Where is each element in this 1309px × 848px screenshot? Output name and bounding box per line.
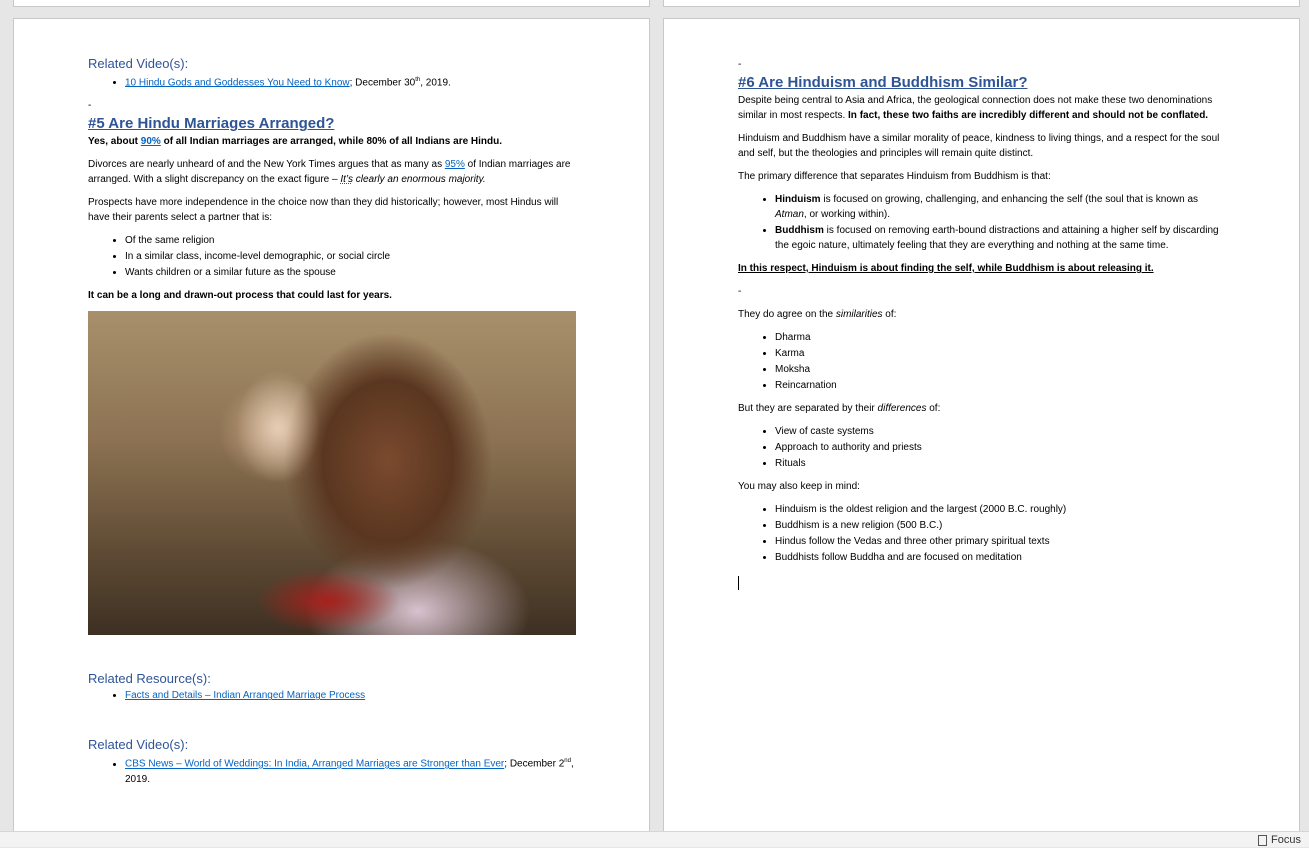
related-videos-heading: Related Video(s): [88,737,189,753]
difference-list [738,192,1228,253]
list-item: • Approach to authority and priests [775,440,1228,455]
related-videos-heading: Related Video(s): [88,56,189,71]
list-item: • Wants children or a similar future as the spouse [125,265,578,280]
text: of all Indian marriages are arranged, while 80% of all Indians are Hindu. [160,136,503,148]
document-page-right[interactable] [664,19,1299,831]
list-item [125,688,578,703]
text-italic: differences [877,403,927,414]
video-date-sup: nd [564,758,571,765]
text-italic-its: It’s [340,174,353,186]
focus-mode-icon [1258,835,1267,846]
paragraph-primary-difference: The primary difference that separates Hinduism from Buddhism is that: [738,171,1051,182]
list-item: • Dharma [775,330,1228,345]
list-item: • Moksha [775,362,1228,377]
wedding-photo[interactable] [88,311,576,635]
focus-label: Focus [1271,834,1301,846]
section-heading-6: #6 Are Hinduism and Buddhism Similar? [738,74,1028,91]
dash-separator: - [88,100,92,112]
paragraph-similarities-intro [738,307,1228,322]
text: They do agree on the [738,309,836,320]
section-heading-5: #5 Are Hindu Marriages Arranged? [88,115,335,133]
video-date-sup: th [415,77,421,83]
list-item: • Reincarnation [775,378,1228,393]
related-videos-list [88,73,578,90]
related-resources-list [88,688,578,703]
paragraph-morality: Hinduism and Buddhism have a similar morality of peace, kindness to living things, and a respect for the soul and self, but the theologies and principles will remain quite distinct. [738,133,1220,159]
stat-link-95[interactable]: 95% [444,159,465,171]
list-item: • Of the same religion [125,233,578,248]
video-date-year: , 2019. [420,77,451,89]
text-bold: In fact, these two faiths are incredibly different and should not be conflated. [848,110,1209,121]
text-bold: Buddhism [775,225,824,236]
paragraph-divorces [88,157,578,187]
text: of: [882,309,897,320]
paragraph-differences-intro [738,401,1228,416]
video-date: ; December 30 [349,77,416,89]
list-item [125,73,578,90]
status-bar [0,831,1309,847]
text: is focused on growing, challenging, and enhancing the self (the soul that is known as [820,194,1199,205]
text: But they are separated by their [738,403,878,414]
page-left-content[interactable] [88,55,578,795]
text-bold: Hinduism [775,194,821,205]
list-item [125,754,578,786]
list-item: • Buddhism is a new religion (500 B.C.) [775,518,1228,533]
list-item: • Hindus follow the Vedas and three other primary spiritual texts [775,534,1228,549]
page-right-content[interactable] [738,57,1228,595]
text: is focused on removing earth-bound distractions and attaining a higher self by discarding the egoic nature, ultimately feeling that they are everything and nothing at the same time. [775,225,1219,251]
text: , or working within). [803,209,891,220]
resource-link[interactable]: Facts and Details – Indian Arranged Marriage Process [125,690,366,702]
list-item: • Buddhists follow Buddha and are focused on meditation [775,550,1228,565]
list-item: • View of caste systems [775,424,1228,439]
differences-list [738,424,1228,471]
list-item: • In a similar class, income-level demographic, or social circle [125,249,578,264]
previous-page-bottom-right [664,0,1299,6]
video-link[interactable]: 10 Hindu Gods and Goddesses You Need to Know [125,77,350,89]
paragraph-prospects: Prospects have more independence in the choice now than they did historically; however, most Hindus will have their parents select a partner that is: [88,197,559,224]
text: Divorces are nearly unheard of and the New York Times argues that as many as [88,159,445,171]
text: of Indian marriages are arranged. With a slight discrepancy on the exact figure – [88,159,571,186]
previous-page-bottom-left [14,0,649,6]
list-item: • Rituals [775,456,1228,471]
paragraph-process: It can be a long and drawn-out process that could last for years. [88,290,392,302]
list-item [775,192,1228,222]
criteria-list [88,233,578,280]
video-link[interactable]: CBS News – World of Weddings: In India, Arranged Marriages are Stronger than Ever [125,758,505,770]
list-item: • Hinduism is the oldest religion and the largest (2000 B.C. roughly) [775,502,1228,517]
similarities-list [738,330,1228,393]
video-date-year: , 2019. [125,758,574,785]
text: of: [926,403,941,414]
document-page-left[interactable] [14,19,649,831]
video-date: ; December 2 [504,758,565,770]
list-item [775,223,1228,253]
text-cursor[interactable] [738,576,739,590]
keep-in-mind-list [738,502,1228,565]
paragraph-summary: In this respect, Hinduism is about finding the self, while Buddhism is about releasing it. [738,263,1154,274]
paragraph-keep-in-mind: You may also keep in mind: [738,481,860,492]
related-resources-heading: Related Resource(s): [88,671,211,687]
related-videos-list [88,754,578,786]
list-item: • Karma [775,346,1228,361]
dash-separator: - [738,59,742,70]
text-italic: clearly an enormous majority. [352,174,486,186]
text: Despite being central to Asia and Africa, the geological connection does not make these two denominations similar in most respects. [738,95,1213,121]
text-italic: Atman [775,209,804,220]
paragraph-intro [738,93,1228,123]
paragraph-stat [88,134,578,149]
text: Yes, about [88,136,141,148]
stat-link-90[interactable]: 90% [140,136,161,148]
dash-separator: - [738,286,742,297]
text-italic: similarities [835,309,883,320]
